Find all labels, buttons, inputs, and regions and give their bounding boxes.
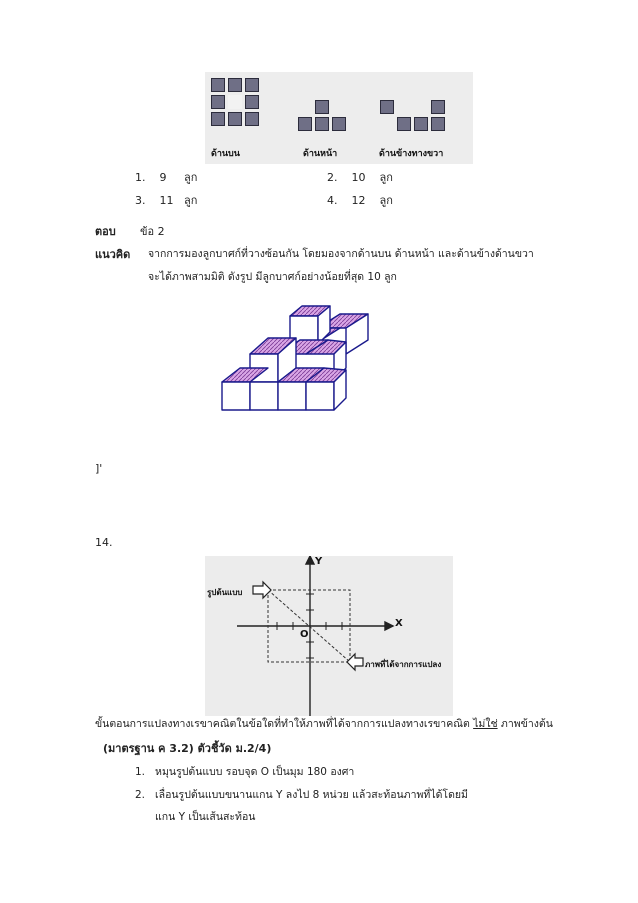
answer-label: ตอบ <box>95 225 116 238</box>
choice-1: 1. 9 ลูก <box>135 171 198 184</box>
reasoning-label: แนวคิด <box>95 248 131 261</box>
choice-4: 4. 12 ลูก <box>327 194 393 207</box>
front-view-grid <box>298 100 350 132</box>
q14-number: 14. <box>95 536 113 549</box>
y-axis-label: Y <box>315 556 323 567</box>
q14-option-2: 2. เลื่อนรูปต้นแบบขนานแกน Y ลงไป 8 หน่วย แล้วสะท้อนภาพที่ได้โดยมี <box>135 789 468 801</box>
answer-value: ข้อ 2 <box>140 225 165 238</box>
q14-standard: (มาตรฐาน ค 3.2) ตัวชี้วัด ม.2/4) <box>103 742 272 755</box>
reasoning-line-1: จากการมองลูกบาศก์ที่วางซ้อนกัน โดยมองจากด้านบน ด้านหน้า และด้านข้างด้านขวา <box>148 248 534 260</box>
cube-front <box>278 382 306 410</box>
right-view-grid <box>380 100 450 132</box>
views-figure <box>205 72 473 164</box>
x-axis-label: X <box>395 618 403 629</box>
top-view-caption: ด้านบน <box>211 149 240 159</box>
cube-front <box>306 382 334 410</box>
cubes-3d-figure <box>218 298 370 416</box>
result-shape-label: ภาพที่ได้จากการแปลง <box>365 660 442 669</box>
top-view-grid <box>211 78 263 130</box>
choice-3: 3. 11 ลูก <box>135 194 198 207</box>
q14-question: ขั้นตอนการแปลงทางเรขาคณิตในข้อใดที่ทำให้ภาพที่ได้จากการแปลงทางเรขาคณิต ไม่ใช่ ภาพข้างต้น <box>95 718 553 730</box>
front-view-caption: ด้านหน้า <box>303 149 338 159</box>
reasoning-line-2: จะได้ภาพสามมิติ ดังรูป มีลูกบาศก์อย่างน้อยที่สุด 10 ลูก <box>148 271 397 283</box>
stray-mark: ]' <box>95 462 103 475</box>
cube-front <box>250 382 278 410</box>
q14-option-1: 1. หมุนรูปต้นแบบ รอบจุด O เป็นมุม 180 องศา <box>135 766 355 778</box>
q14-option-2-continued: แกน Y เป็นเส้นสะท้อน <box>155 811 256 823</box>
cube-front <box>222 382 250 410</box>
transformation-graph <box>205 556 453 716</box>
origin-label: O <box>300 629 309 640</box>
original-shape-label: รูปต้นแบบ <box>207 588 243 597</box>
right-view-caption: ด้านข้างทางขวา <box>379 149 444 159</box>
choice-2: 2. 10 ลูก <box>327 171 393 184</box>
